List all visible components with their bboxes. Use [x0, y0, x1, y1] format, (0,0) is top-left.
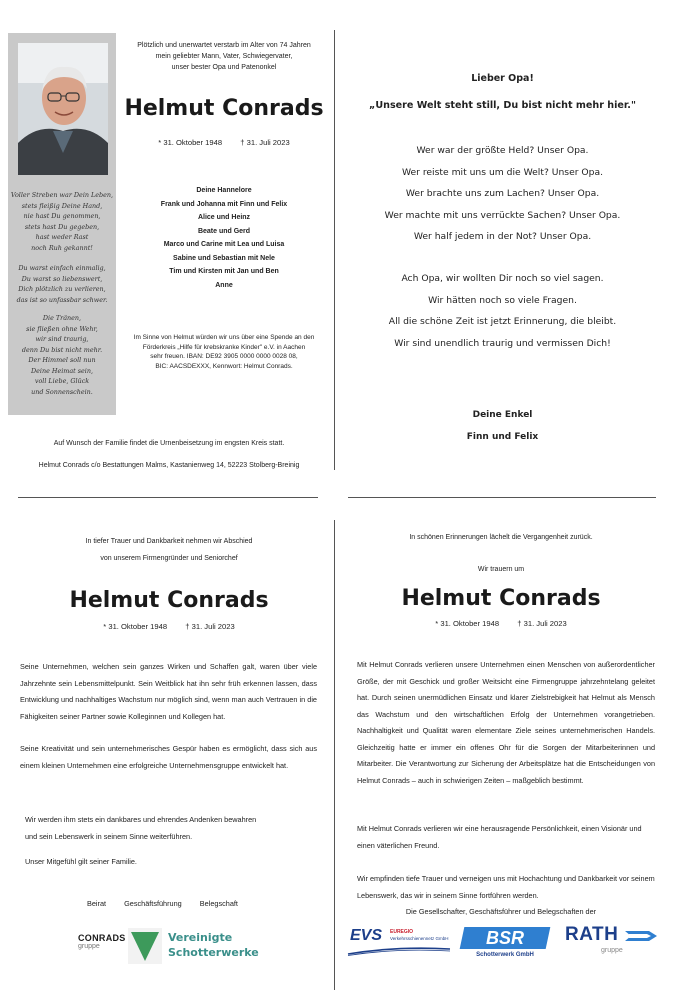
- list-item: Beate und Gerd: [197, 227, 251, 235]
- signer-staff: Belegschaft: [199, 899, 238, 908]
- logo-rath: RATH gruppe: [565, 924, 665, 960]
- notice1-dates: [118, 138, 330, 147]
- vertical-divider-top: [334, 30, 335, 470]
- signature-grandchildren: Deine Enkel Finn und Felix: [466, 410, 539, 442]
- portrait-illustration: [18, 43, 108, 175]
- list-item: All die schöne Zeit ist jetzt Erinnerung, die bleibt.: [388, 316, 617, 327]
- notice4-signers: Die Gesellschafter, Geschäftsführer und Belegschaften der: [405, 907, 597, 916]
- notice3-name: Helmut Conrads: [69, 588, 269, 613]
- list-item: Frank und Johanna mit Finn und Felix: [160, 200, 288, 208]
- notice4-dates: [340, 619, 662, 628]
- notice1-intro: Plötzlich und unerwartet verstarb im Alter von 74 Jahren mein geliebter Mann, Vater, Schwiegervater, unser bester Opa und Patenonkel: [137, 42, 311, 71]
- greeting: Lieber Opa!: [471, 73, 534, 84]
- list-item: Wer machte mit uns verrückte Sachen? Unser Opa.: [384, 209, 621, 221]
- list-item: Wer half jedem in der Not? Unser Opa.: [413, 231, 592, 242]
- list-item: Wir sind unendlich traurig und vermissen Dich!: [394, 337, 611, 349]
- notice3-paragraph-2: Seine Kreativität und sein unternehmerisches Gespür haben es ermöglicht, dass sich aus einem kleinen Unternehmen eine erfolgreiche Unternehmensgruppe entwickelt hat.: [20, 744, 317, 770]
- contact-address: Helmut Conrads c/o Bestattungen Malms, Kastanienweg 14, 52223 Stolberg-Breinig: [38, 462, 300, 469]
- horizontal-divider-left: [18, 497, 318, 498]
- portrait-photo: [18, 43, 108, 175]
- notice3-dates: [8, 622, 330, 631]
- notice3-paragraph-3: Wir werden ihm stets ein dankbares und ehrendes Andenken bewahren und sein Lebenswerk in seinem Sinne weiterführen.: [25, 815, 257, 841]
- logo-vereinigte-schotterwerke: Vereinigte Schotterwerke: [128, 928, 258, 966]
- list-item: Alice und Heinz: [197, 214, 251, 221]
- closing-block: [350, 268, 655, 354]
- notice3-paragraph-1: Seine Unternehmen, welchen sein ganzes Wirken und Schaffen galt, waren über viele Jahrzehnte sein Lebensmittelpunkt. Sein Weitblick hat ihn sehr früh erkennen lassen, dass Entwicklung und nachhaltiges Wachstum nur möglich sind, wenn man auch Vertrauen in die Fähigkeiten seiner Partner sowie Kolleginnen und Kollegen hat.: [20, 662, 317, 721]
- burial-note: Auf Wunsch der Familie findet die Urnenbeisetzung im engsten Kreis statt.: [53, 440, 285, 447]
- vertical-divider-bottom: [334, 520, 335, 990]
- death-date: † 31. Juli 2023: [240, 138, 290, 147]
- notice4-paragraph-1: Mit Helmut Conrads verlieren unsere Unternehmen einen Menschen von außerordentlicher Größe, der mit Geschick und großer Weitsicht eine Firmengruppe jahrzehntelang geleitet hat. Durch seinen unermüdlichen Einsatz und klarer Zielstrebigkeit hat Helmut als Mensch das Wachstum und den wirtschaftlichen Erfolg der Unternehmen vorangetrieben. Nachhaltigkeit und Qualität waren elementare Ziele seines unternehmerischen Handels. Gleichzeitig hatte er immer ein offenes Ohr für die Sorgen der Mitarbeiterinnen und Mitarbeiter. Die Verantwortung zur Sicherung der Arbeitsplätze hat die Entscheidungen von Helmut Conrads – auch in schwierigen Zeiten – maßgeblich bestimmt.: [357, 660, 655, 785]
- family-list: [118, 184, 330, 292]
- notice1-name: Helmut Conrads: [124, 96, 324, 121]
- logo-conrads: CONRADS gruppe: [78, 933, 126, 950]
- notice4-mourn: Wir trauern um: [477, 566, 525, 573]
- triangle-logo-icon: [128, 928, 162, 964]
- list-item: Deine Hannelore: [196, 187, 252, 194]
- notice3-signers: [87, 899, 238, 908]
- poem-stanza-3: Die Tränen, sie fließen ohne Wehr, wir sind traurig, denn Du bist nicht mehr. Der Himmel soll nun Deine Heimat sein, voll Liebe, Glück und Sonnenschein.: [21, 314, 103, 396]
- notice3-paragraph-4: Unser Mitgefühl gilt seiner Familie.: [25, 857, 137, 866]
- list-item: Sabine und Sebastian mit Nele: [173, 254, 275, 262]
- list-item: Wer war der größte Held? Unser Opa.: [416, 145, 589, 156]
- list-item: Tim und Kirsten mit Jan und Ben: [169, 268, 279, 275]
- signer-management: Geschäftsführung: [124, 899, 182, 908]
- questions-block: [350, 140, 655, 248]
- notice4-paragraph-3: Wir empfinden tiefe Trauer und verneigen uns mit Hochachtung und Dankbarkeit vor seinem Lebenswerk, das wir in seinem Sinne fortführen werden.: [357, 874, 655, 900]
- notice4-paragraph-2: Mit Helmut Conrads verlieren wir eine herausragende Persönlichkeit, einen Visionär und einen väterlichen Freund.: [357, 824, 642, 850]
- notice3-intro: In tiefer Trauer und Dankbarkeit nehmen wir Abschied von unserem Firmengründer und Seniorchef: [85, 538, 253, 562]
- logo-evs: EVS EUREGIO Verkehrsschienennetz GmbH: [346, 925, 452, 957]
- horizontal-divider-right: [348, 497, 656, 498]
- logo-bsr: BSR Schotterwerk GmbH: [460, 925, 550, 961]
- birth-date: * 31. Oktober 1948: [435, 619, 500, 628]
- list-item: Marco und Carine mit Lea und Luisa: [163, 241, 285, 248]
- list-item: Anne: [215, 281, 233, 289]
- poem-stanza-1: Voller Streben war Dein Leben, stets fleißig Deine Hand, nie hast Du genommen, stets hast Du gegeben, hast weder Rast noch Ruh gekannt!: [10, 191, 114, 252]
- death-date: † 31. Juli 2023: [185, 622, 235, 631]
- notice4-name: Helmut Conrads: [401, 586, 601, 611]
- signer-board: Beirat: [87, 899, 107, 908]
- birth-date: * 31. Oktober 1948: [103, 622, 168, 631]
- list-item: Ach Opa, wir wollten Dir noch so viel sagen.: [401, 273, 604, 284]
- notice4-intro: In schönen Erinnerungen lächelt die Vergangenheit zurück.: [409, 534, 593, 541]
- motto: „Unsere Welt steht still, Du bist nicht mehr hier.": [369, 100, 636, 111]
- poem-stanza-2: Du warst einfach einmalig, Du warst so liebenswert, Dich plötzlich zu verlieren, das ist so unfassbar schwer.: [16, 264, 108, 304]
- rail-swoosh-icon: [346, 946, 452, 956]
- list-item: Wer brachte uns zum Lachen? Unser Opa.: [405, 188, 600, 199]
- death-date: † 31. Juli 2023: [517, 619, 567, 628]
- list-item: Wer reiste mit uns um die Welt? Unser Opa.: [401, 166, 604, 178]
- donation-note: Im Sinne von Helmut würden wir uns über eine Spende an den Förderkreis „Hilfe für krebskranke Kinder" e.V. in Aachen sehr freuen. IBAN: DE92 3905 0000 0000 0028 08, BIC: AACSDEXXX, Kennwort: Helmut Conrads.: [133, 334, 315, 370]
- birth-date: * 31. Oktober 1948: [158, 138, 223, 147]
- rath-arrow-icon: [625, 926, 661, 946]
- list-item: Wir hätten noch so viele Fragen.: [428, 294, 577, 306]
